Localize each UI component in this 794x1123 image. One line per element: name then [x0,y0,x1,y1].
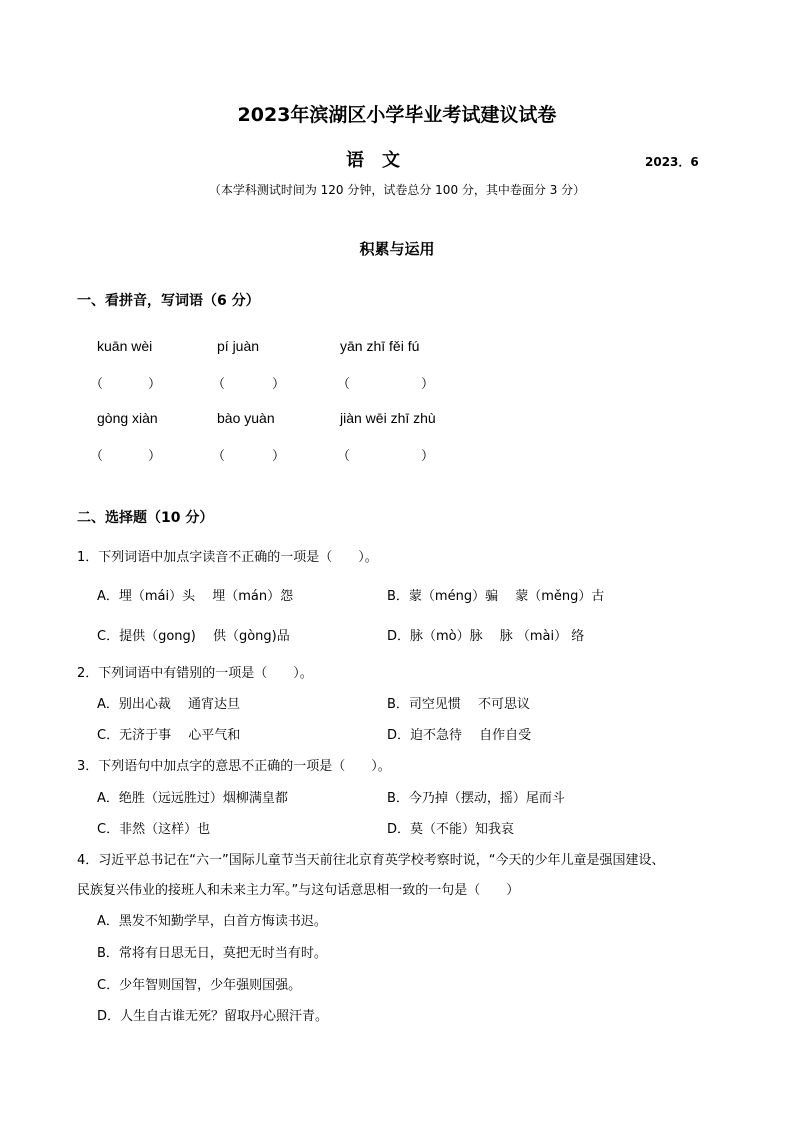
answer-paren-right: ） [272,449,286,464]
answer-paren-left: （ [212,449,226,464]
answer-paren-left: （ [212,377,226,392]
option-c: C．非然（这样）也 [97,822,211,837]
option-a: A．绝胜（远远胜过）烟柳满皇都 [97,791,288,806]
option-b: B．蒙（méng）骗 蒙（měng）古 [387,589,605,604]
option-d: D．人生自古谁无死？留取丹心照汗青。 [97,1009,329,1024]
pinyin-item: pí juàn [217,338,260,354]
question-stem-cont: 民族复兴伟业的接班人和未来主力军。”与这句话意思相一致的一句是（ ） [77,883,520,898]
answer-paren-left: （ [337,449,351,464]
question-stem: 2．下列词语中有错别的一项是（ ）。 [77,666,313,681]
answer-paren-right: ） [272,377,286,392]
option-b: B．常将有日思无日，莫把无时当有时。 [97,946,327,961]
pinyin-item: gòng xiàn [97,410,158,426]
option-d: D．迫不急待 自作自受 [387,728,532,743]
question-stem: 3．下列语句中加点字的意思不正确的一项是（ ）。 [77,759,391,774]
option-a: A．黑发不知勤学早，白首方悔读书迟。 [97,914,327,929]
answer-paren-left: （ [337,377,351,392]
exam-title: 2023年滨湖区小学毕业考试建议试卷 [237,104,557,126]
pinyin-item: bào yuàn [217,410,275,426]
option-a: A．别出心裁 通宵达旦 [97,697,241,712]
q1-heading: 一、看拼音，写词语（6 分） [77,293,260,309]
pinyin-item: jiàn wēi zhī zhù [340,410,436,426]
option-d: D．脉（mò）脉 脉 （mài） 络 [387,629,585,644]
exam-date: 2023．6 [645,155,699,169]
pinyin-item: kuān wèi [97,338,153,354]
option-c: C．少年智则国智，少年强则国强。 [97,978,302,993]
option-b: B．今乃掉（摆动，摇）尾而斗 [387,791,565,806]
option-d: D．莫（不能）知我哀 [387,822,515,837]
section-title: 积累与运用 [359,240,435,258]
answer-paren-right: ） [148,449,162,464]
subject-title: 语文 [346,150,418,171]
answer-paren-right: ） [148,377,162,392]
exam-note: （本学科测试时间为 120 分钟，试卷总分 100 分，其中卷面分 3 分） [208,183,586,197]
answer-paren-right: ） [421,449,435,464]
option-a: A．埋（mái）头 埋（mán）怨 [97,589,294,604]
answer-paren-left: （ [90,377,104,392]
answer-paren-right: ） [421,377,435,392]
question-stem: 1．下列词语中加点字读音不正确的一项是（ ）。 [77,550,378,565]
pinyin-item: yān zhī fěi fú [340,338,420,354]
option-b: B．司空见惯 不可思议 [387,697,531,712]
option-c: C．提供（gong) 供（gòng)品 [97,629,290,644]
question-stem: 4．习近平总书记在“六一”国际儿童节当天前往北京育英学校考察时说，“今天的少年儿童是强国建设、 [77,853,665,868]
q2-heading: 二、选择题（10 分） [77,510,214,526]
option-c: C．无济于事 心平气和 [97,728,241,743]
answer-paren-left: （ [90,449,104,464]
